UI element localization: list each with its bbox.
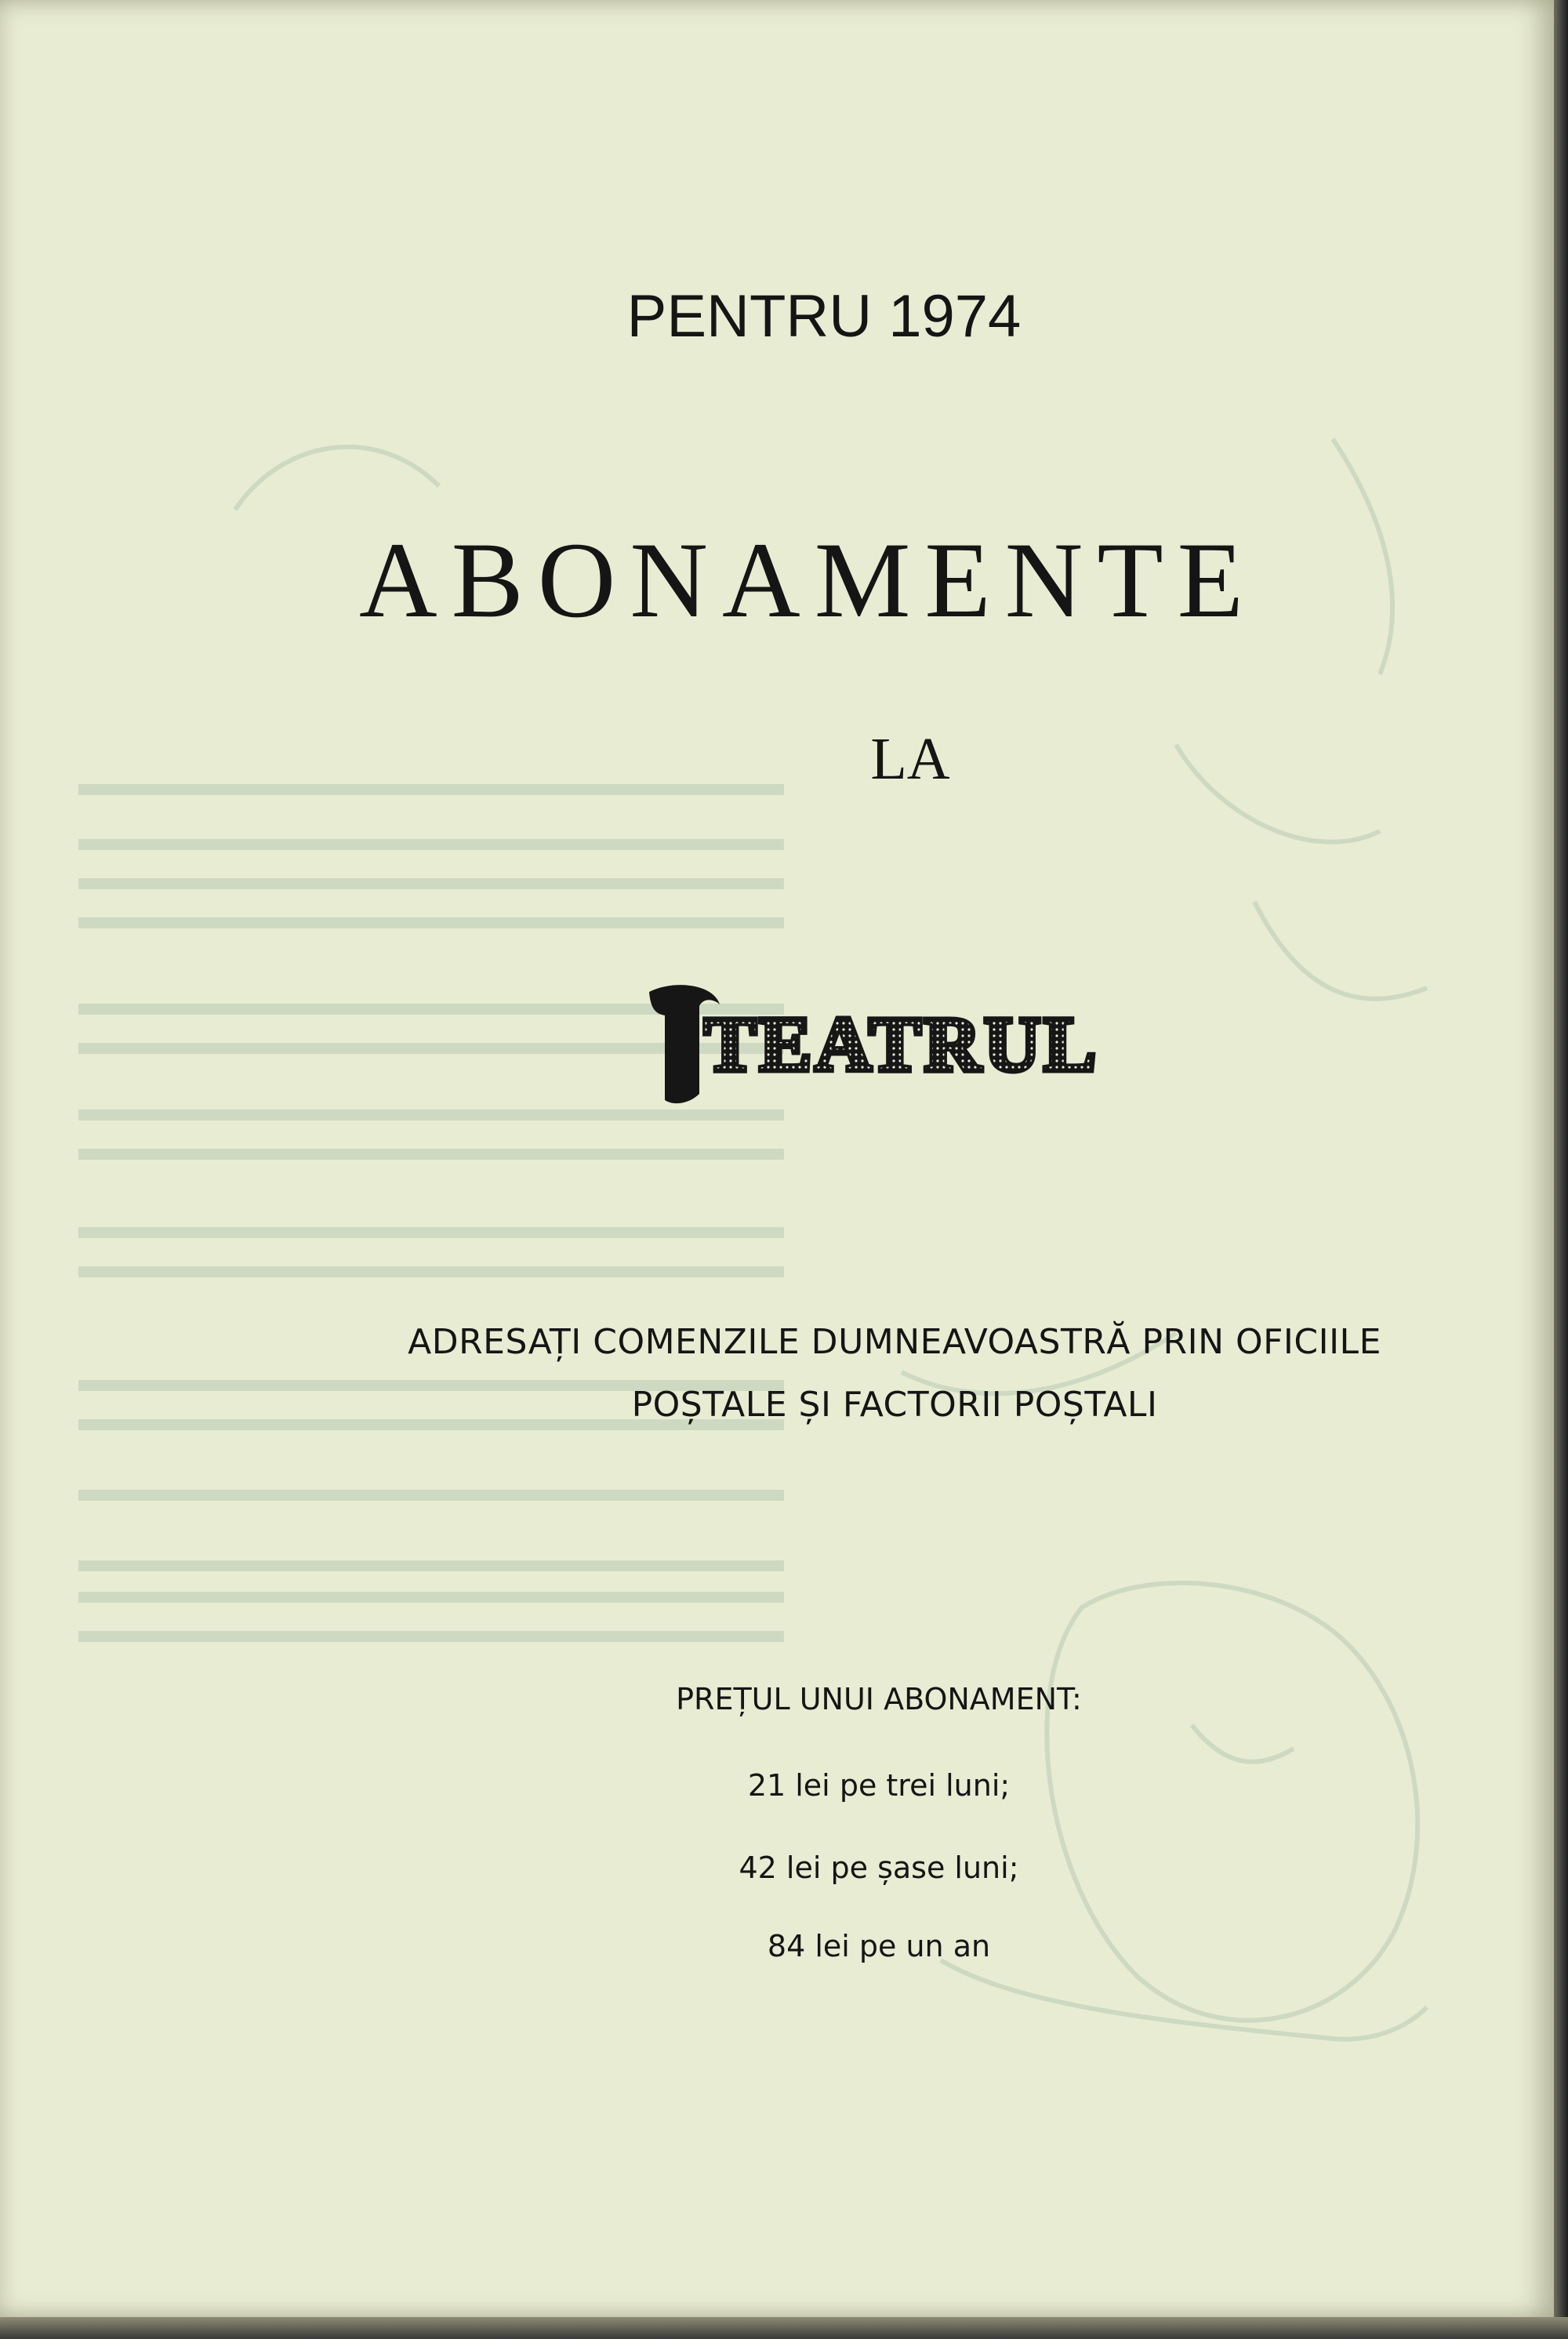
title-preposition: LA [870,726,950,792]
logo-wordmark: TEATRUL [703,1001,1100,1088]
order-instructions-line1: ADRESAȚI COMENZILE DUMNEAVOASTRĂ PRIN OFICIILE [408,1322,1381,1362]
binding-edge [1554,0,1568,2339]
page-title: ABONAMENTE [359,520,1258,640]
page-bottom-edge [0,2317,1568,2339]
price-item: 42 lei pe șase luni; [739,1850,1019,1885]
price-heading: PREȚUL UNUI ABONAMENT: [676,1682,1082,1716]
price-item: 84 lei pe un an [767,1929,991,1963]
teatrul-logo [627,976,1145,1113]
price-item: 21 lei pe trei luni; [747,1768,1011,1803]
subscription-year: PENTRU 1974 [626,283,1022,350]
order-instructions-line2: POȘTALE ȘI FACTORII POȘTALI [631,1385,1158,1425]
